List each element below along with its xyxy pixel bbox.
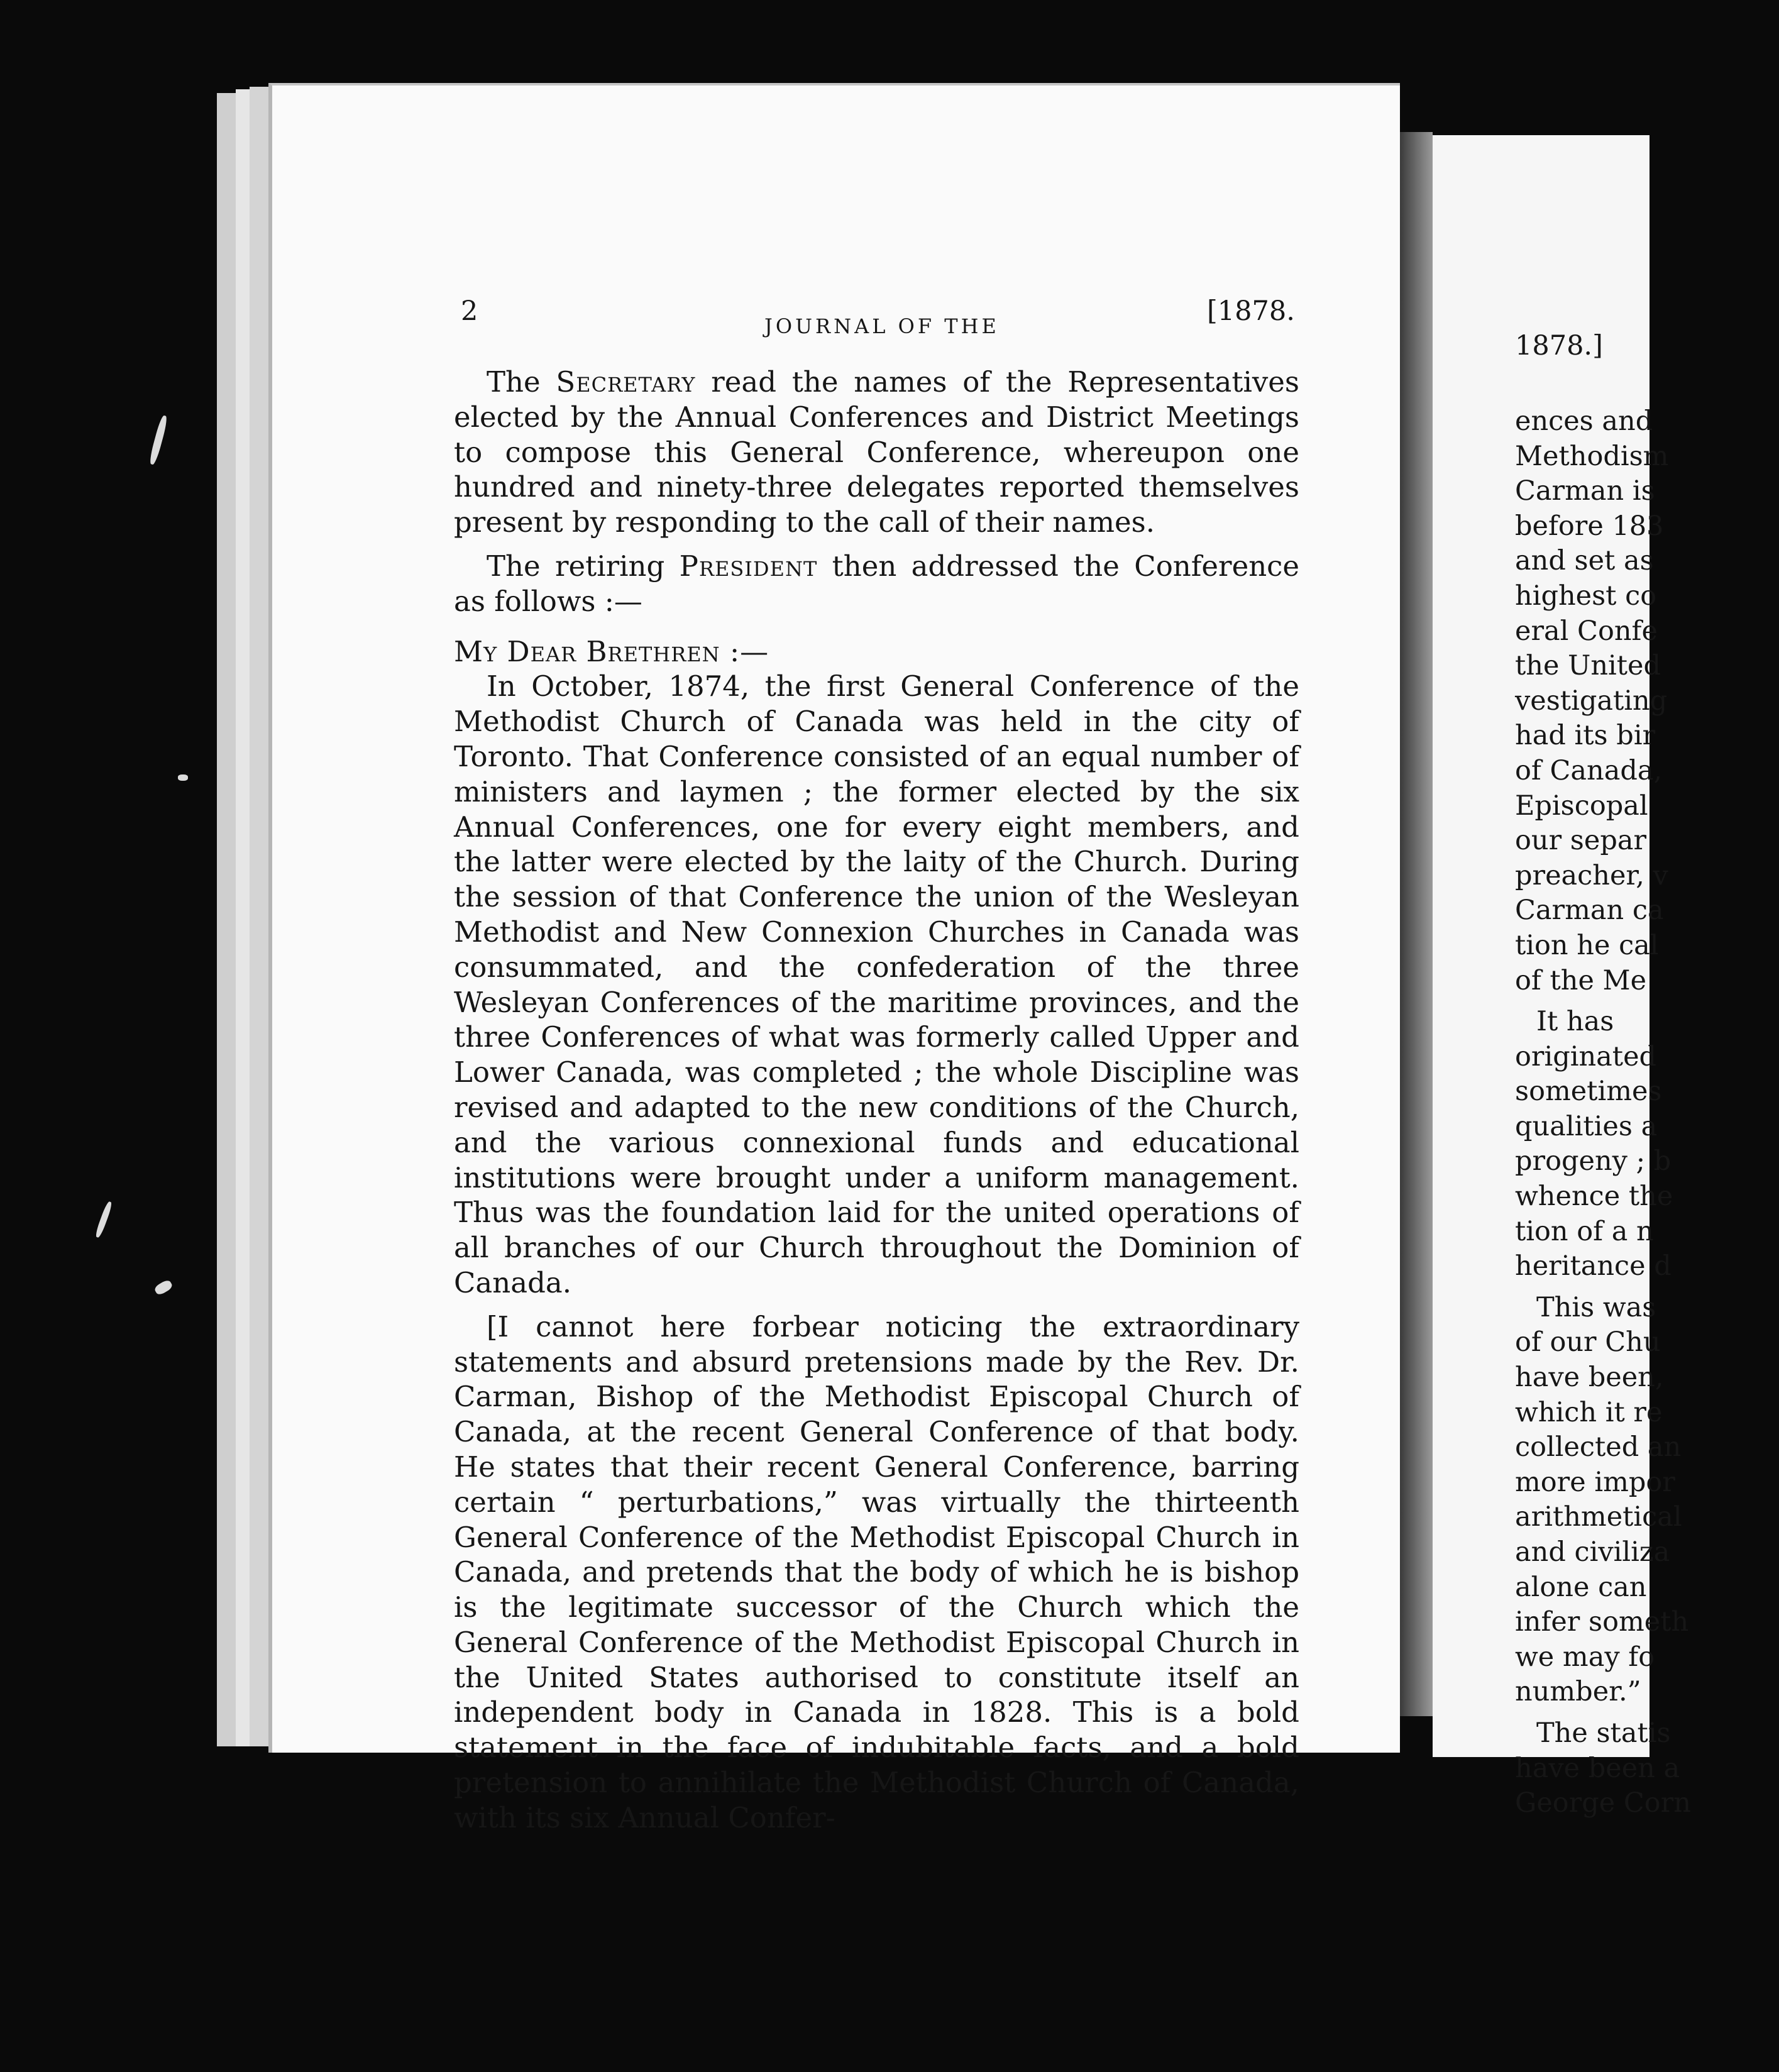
right-page-line: collected an xyxy=(1515,1431,1682,1463)
specks xyxy=(148,415,168,465)
right-page-line: eral Confe xyxy=(1515,615,1658,647)
right-page-line: This was xyxy=(1536,1291,1656,1323)
right-page-line: and set as xyxy=(1515,545,1654,577)
paragraph: [I cannot here forbear noticing the extraordinary statements and absurd pretensions made by the Rev. Dr. Carman, Bishop of the Methodist Episcopal Church of Canada, at the recent General Conference of that body. He states that their recent General Conference, barring certain “ perturbations,” was virtually the thirteenth General Conference of the Methodist Episcopal Church in Canada, and pretends that the body of which he is bishop is the legitimate successor of the Church which the General Conference of the Methodist Episcopal Church in the United States authorised to constitute itself an independent body in Canada in 1828. This is a bold statement in the face of indubitable facts, and a bold pretension to annihilate the Methodist Church of Canada, with its six Annual Confer- xyxy=(454,1309,1299,1834)
right-page-line: have been, xyxy=(1515,1362,1664,1394)
page-number: 2 xyxy=(461,295,478,327)
book-gutter xyxy=(1400,132,1433,1716)
specks xyxy=(178,774,188,781)
small-caps-name: President xyxy=(679,549,818,583)
right-page-line: sometimes xyxy=(1515,1076,1662,1108)
right-page-line: ences and xyxy=(1515,405,1653,437)
right-page-line: have been a xyxy=(1515,1752,1680,1784)
right-page-line: heritance d xyxy=(1515,1250,1672,1282)
specks xyxy=(153,1279,173,1296)
right-page-line: more impor xyxy=(1515,1466,1675,1498)
right-page-line: of the Me xyxy=(1515,964,1647,996)
right-page-line: It has xyxy=(1536,1006,1614,1038)
right-page-line: preacher, v xyxy=(1515,859,1668,891)
right-page-line: highest co xyxy=(1515,580,1657,612)
paragraph: The retiring President then addressed the Conference as follows :— xyxy=(454,549,1300,618)
salutation: My Dear Brethren :— xyxy=(454,634,769,668)
right-page-line: George Corn xyxy=(1515,1787,1691,1819)
right-page xyxy=(1433,135,1691,1819)
right-page-line: of our Chu xyxy=(1515,1326,1661,1358)
right-page-line: Carman ca xyxy=(1515,895,1664,927)
right-page-line: arithmetical xyxy=(1515,1501,1682,1533)
body-text xyxy=(454,365,1299,1836)
right-page-line: originated xyxy=(1515,1040,1657,1072)
right-running-year: 1878.] xyxy=(1515,330,1603,361)
right-page-line: had its bir xyxy=(1515,720,1656,752)
right-page-line: infer someth xyxy=(1515,1606,1689,1638)
right-page-line: Carman is xyxy=(1515,475,1655,507)
right-page-line: Methodism xyxy=(1515,440,1669,472)
right-page-line: which it re xyxy=(1515,1396,1663,1428)
right-page-line: Episcopal xyxy=(1515,790,1648,822)
right-page-line: number.” xyxy=(1515,1676,1641,1708)
right-page-line: we may fo xyxy=(1515,1641,1655,1673)
paragraph: In October, 1874, the first General Conference of the Methodist Church of Canada was held in the city of Toronto. That Conference consisted of an equal number of ministers and laymen ; the former elected by the six Annual Conferences, one for every eight members, and the latter were elected by the laity of the Church. During the session of that Conference the union of the Wesleyan Methodist and New Connexion Churches in Canada was consummated, and the confederation of the three Wesleyan Conferences of the maritime provinces, and the three Conferences of what was formerly called Upper and Lower Canada, was completed ; the whole Discipline was revised and adapted to the new conditions of the Church, and the various connexional funds and educational institutions were brought under a uniform management. Thus was the foundation laid for the united operations of all branches of our Church throughout the Dominion of Canada. xyxy=(454,670,1299,1299)
right-page-line: of Canada, xyxy=(1515,754,1663,786)
right-page-text xyxy=(1515,404,1779,1821)
page-edge xyxy=(250,87,268,1746)
right-page-line: tion he cal xyxy=(1515,929,1659,961)
right-page-line: alone can xyxy=(1515,1571,1647,1603)
right-page-line: and civiliza xyxy=(1515,1536,1670,1568)
right-page-line: our separ xyxy=(1515,825,1647,857)
right-page-line: tion of a n xyxy=(1515,1215,1654,1247)
right-page-line: progeny ; b xyxy=(1515,1145,1672,1177)
right-page-line: the United xyxy=(1515,650,1661,682)
page-edge xyxy=(236,89,250,1746)
right-page-line: The statis xyxy=(1536,1717,1671,1749)
page-edge xyxy=(217,93,236,1746)
specks xyxy=(94,1201,113,1238)
paragraph: The Secretary read the names of the Representatives elected by the Annual Conferences and District Meetings to compose this General Conference, whereupon one hundred and ninety-three delegates reported themselves present by responding to the call of their names. xyxy=(454,365,1299,539)
right-page-line: whence the xyxy=(1515,1181,1673,1213)
right-page-line: vestigating xyxy=(1515,685,1668,717)
right-page-line: before 183 xyxy=(1515,510,1664,542)
running-year: [1878. xyxy=(1207,295,1295,327)
small-caps-name: Secretary xyxy=(556,365,696,399)
running-title: JOURNAL OF THE xyxy=(764,314,1000,338)
right-page-line: qualities a xyxy=(1515,1110,1658,1142)
